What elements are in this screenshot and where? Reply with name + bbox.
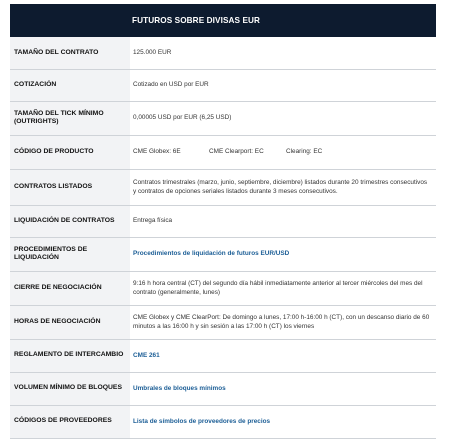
row-label: REGLAMENTO DE INTERCAMBIO <box>10 339 130 372</box>
row-value: 125.000 EUR <box>130 37 436 69</box>
row-value <box>130 372 436 405</box>
table-row <box>10 271 436 305</box>
table-row <box>10 101 436 135</box>
row-value <box>130 237 436 271</box>
code-clearport: CME Clearport: EC <box>209 148 264 156</box>
table-title: FUTUROS SOBRE DIVISAS EUR <box>10 4 436 37</box>
row-label: CIERRE DE NEGOCIACIÓN <box>10 271 130 305</box>
row-label: CÓDIGO DE PRODUCTO <box>10 135 130 169</box>
block-thresholds-link[interactable]: Umbrales de bloques mínimos <box>133 384 226 392</box>
row-label: CONTRATOS LISTADOS <box>10 169 130 205</box>
row-value <box>130 405 436 438</box>
table-row <box>10 37 436 69</box>
row-value: CME Globex y CME ClearPort: De domingo a lunes, 17:00 h-16:00 h (CT), con un descanso diario de 60 minutos a las 16:00 h y sin sesión a las 17:00 h (CT) los viernes <box>130 305 436 339</box>
table-row <box>10 237 436 271</box>
table-row <box>10 135 436 169</box>
row-label: CÓDIGOS DE PROVEEDORES <box>10 405 130 438</box>
product-codes <box>130 135 436 169</box>
row-label: TAMAÑO DEL TICK MÍNIMO (OUTRIGHTS) <box>10 101 130 135</box>
code-globex: CME Globex: 6E <box>133 148 181 156</box>
row-value: 0,00005 USD por EUR (6,25 USD) <box>130 101 436 135</box>
row-value: Entrega física <box>130 205 436 237</box>
row-value: Cotizado en USD por EUR <box>130 69 436 101</box>
table-row <box>10 305 436 339</box>
row-label: COTIZACIÓN <box>10 69 130 101</box>
exchange-rulebook-link[interactable]: CME 261 <box>133 351 160 359</box>
row-value <box>130 339 436 372</box>
row-label: PROCEDIMIENTOS DE LIQUIDACIÓN <box>10 237 130 271</box>
vendor-symbols-link[interactable]: Lista de símbolos de proveedores de precios <box>133 417 271 425</box>
settlement-procedures-link[interactable]: Procedimientos de liquidación de futuros EUR/USD <box>133 250 290 258</box>
row-value: Contratos trimestrales (marzo, junio, septiembre, diciembre) listados durante 20 trimestres consecutivos y contratos de opciones seriales listados durante 3 meses consecutivos. <box>130 169 436 205</box>
row-label: TAMAÑO DEL CONTRATO <box>10 37 130 69</box>
row-value: 9:16 h hora central (CT) del segundo día hábil inmediatamente anterior al tercer miércoles del mes del contrato (generalmente, lunes) <box>130 271 436 305</box>
contract-spec-table <box>10 4 436 439</box>
table-row <box>10 339 436 372</box>
table-row <box>10 372 436 405</box>
row-label: VOLUMEN MÍNIMO DE BLOQUES <box>10 372 130 405</box>
code-clearing: Clearing: EC <box>286 148 323 156</box>
table-row <box>10 205 436 237</box>
table-row <box>10 69 436 101</box>
table-row <box>10 169 436 205</box>
row-label: HORAS DE NEGOCIACIÓN <box>10 305 130 339</box>
table-header-row <box>10 4 436 37</box>
row-label: LIQUIDACIÓN DE CONTRATOS <box>10 205 130 237</box>
table-row <box>10 405 436 438</box>
